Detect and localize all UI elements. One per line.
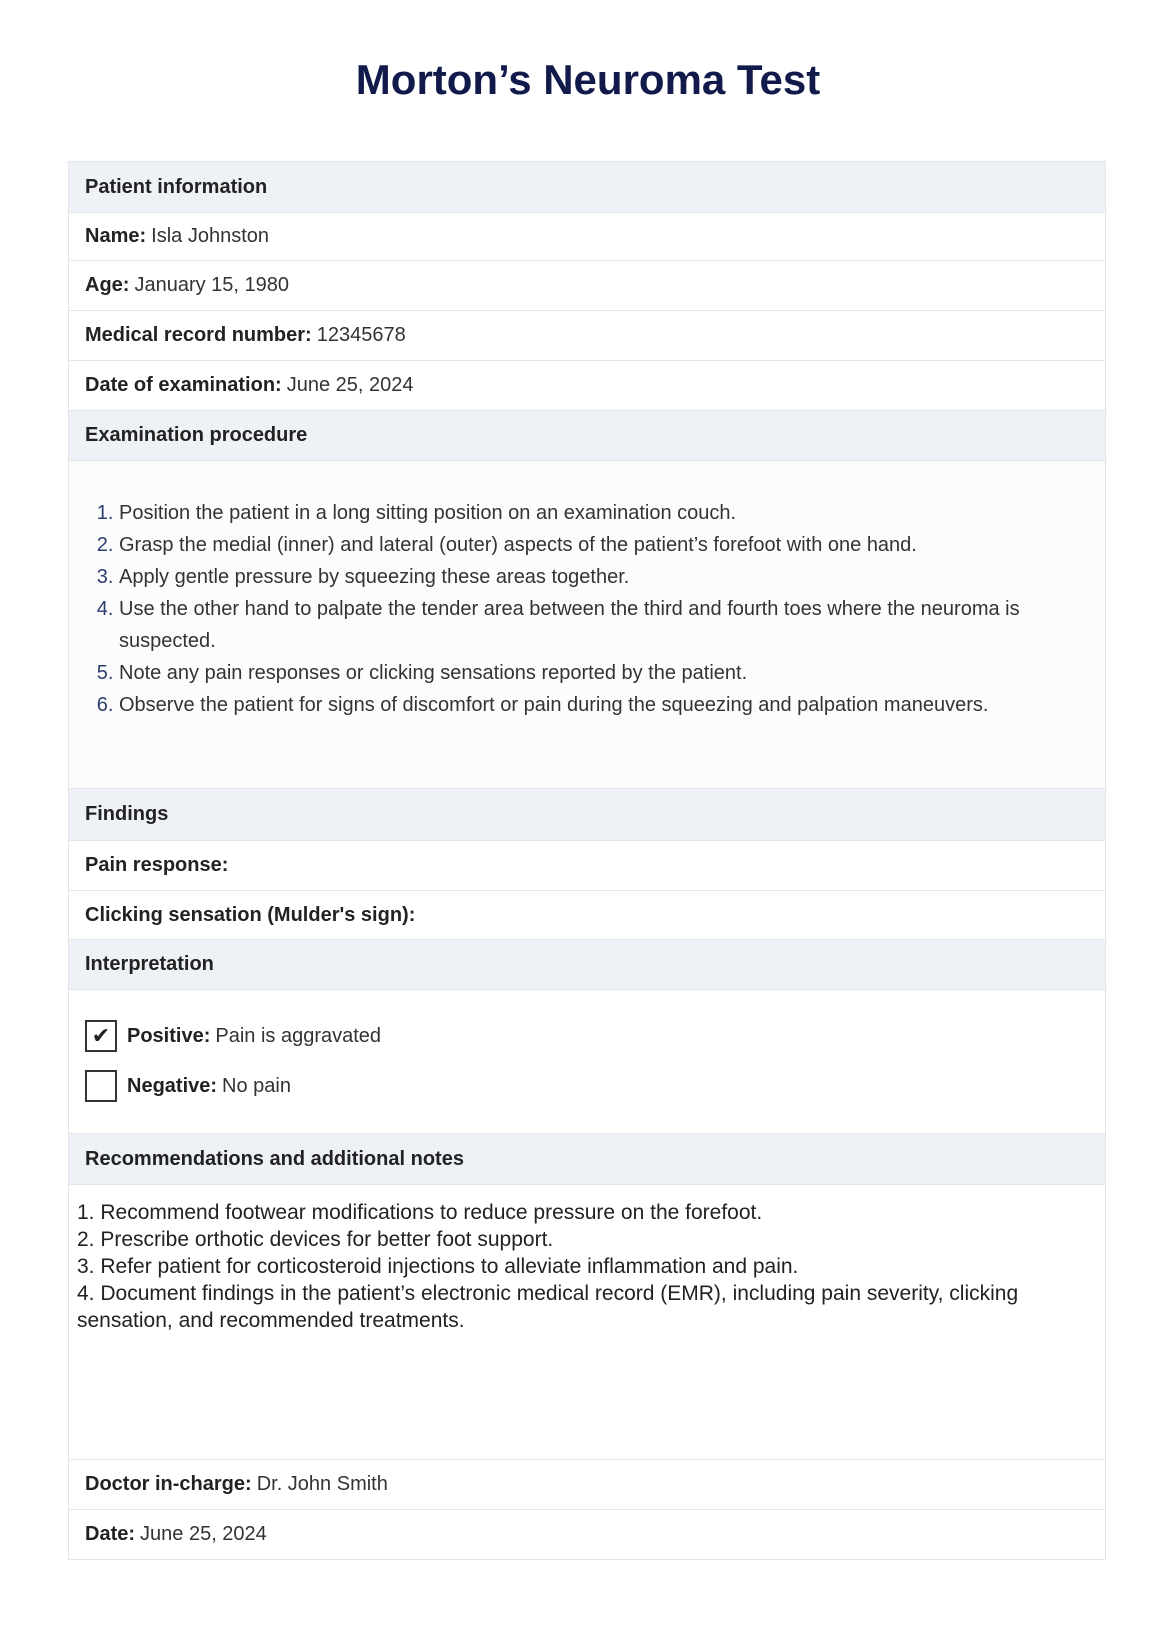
field-exam-date <box>69 361 1105 411</box>
field-clicking-sensation[interactable] <box>69 891 1105 940</box>
procedure-step: 4. Use the other hand to palpate the tender area between the third and fourth toes where the neuroma is suspected. <box>119 593 1089 657</box>
option-label: Positive: <box>127 1024 211 1047</box>
section-recommendations <box>69 1134 1105 1185</box>
recommendation-item: 2. Prescribe orthotic devices for better foot support. <box>77 1228 554 1251</box>
field-label: Age: <box>85 274 130 296</box>
checkbox-positive[interactable]: ✔ <box>85 1020 117 1052</box>
procedure-step: 3. Apply gentle pressure by squeezing these areas together. <box>119 561 1089 593</box>
option-text: Pain is aggravated <box>215 1024 382 1047</box>
field-label: Medical record number: <box>85 324 312 346</box>
procedure-step: 5. Note any pain responses or clicking sensations reported by the patient. <box>119 657 1089 689</box>
section-heading: Patient information <box>85 175 268 198</box>
recommendation-item: 1. Recommend footwear modifications to reduce pressure on the forefoot. <box>77 1201 763 1224</box>
field-mrn <box>69 311 1105 361</box>
field-name <box>69 213 1105 261</box>
interpretation-body <box>69 990 1105 1134</box>
option-text: No pain <box>222 1074 291 1097</box>
field-label: Pain response: <box>85 854 229 876</box>
section-examination-procedure <box>69 411 1105 461</box>
doctor-value[interactable]: Dr. John Smith <box>256 1473 388 1495</box>
recommendation-item: 3. Refer patient for corticosteroid injections to alleviate inflammation and pain. <box>77 1255 799 1278</box>
procedure-steps <box>85 497 1089 721</box>
page-title: Morton’s Neuroma Test <box>355 56 821 103</box>
option-label: Negative: <box>127 1074 218 1097</box>
procedure-body <box>69 461 1105 789</box>
section-patient-information <box>69 162 1105 213</box>
checkbox-negative[interactable] <box>85 1070 117 1102</box>
procedure-step: 2. Grasp the medial (inner) and lateral (outer) aspects of the patient’s forefoot with one hand. <box>119 529 1089 561</box>
section-heading: Examination procedure <box>85 424 308 446</box>
age-value[interactable]: January 15, 1980 <box>134 274 290 296</box>
section-heading: Recommendations and additional notes <box>85 1147 464 1170</box>
field-label: Name: <box>85 225 147 247</box>
field-label: Date of examination: <box>85 374 282 396</box>
procedure-step: 1. Position the patient in a long sitting position on an examination couch. <box>119 497 1089 529</box>
recommendation-item: 4. Document findings in the patient’s electronic medical record (EMR), including pain severity, clicking sensation, and recommended treatments. <box>77 1282 1019 1332</box>
field-label: Clicking sensation (Mulder's sign): <box>85 903 416 926</box>
section-findings <box>69 789 1105 841</box>
signoff-date-value[interactable]: June 25, 2024 <box>140 1523 267 1545</box>
exam-date-value[interactable]: June 25, 2024 <box>286 374 414 396</box>
name-value[interactable]: Isla Johnston <box>151 225 269 247</box>
field-age <box>69 261 1105 311</box>
section-heading: Interpretation <box>85 953 214 975</box>
field-signoff-date <box>69 1510 1105 1559</box>
mrn-value[interactable]: 12345678 <box>316 324 406 346</box>
field-pain-response[interactable] <box>69 841 1105 891</box>
field-label: Date: <box>85 1523 136 1545</box>
procedure-step: 6. Observe the patient for signs of discomfort or pain during the squeezing and palpation maneuvers. <box>119 689 1089 721</box>
field-doctor <box>69 1460 1105 1510</box>
section-heading: Findings <box>85 803 169 825</box>
field-label: Doctor in-charge: <box>85 1473 252 1495</box>
option-negative[interactable] <box>85 1070 291 1102</box>
section-interpretation <box>69 940 1105 990</box>
form-table <box>68 161 1106 1560</box>
recommendations-body[interactable] <box>69 1185 1105 1460</box>
option-positive[interactable] <box>85 1020 381 1052</box>
